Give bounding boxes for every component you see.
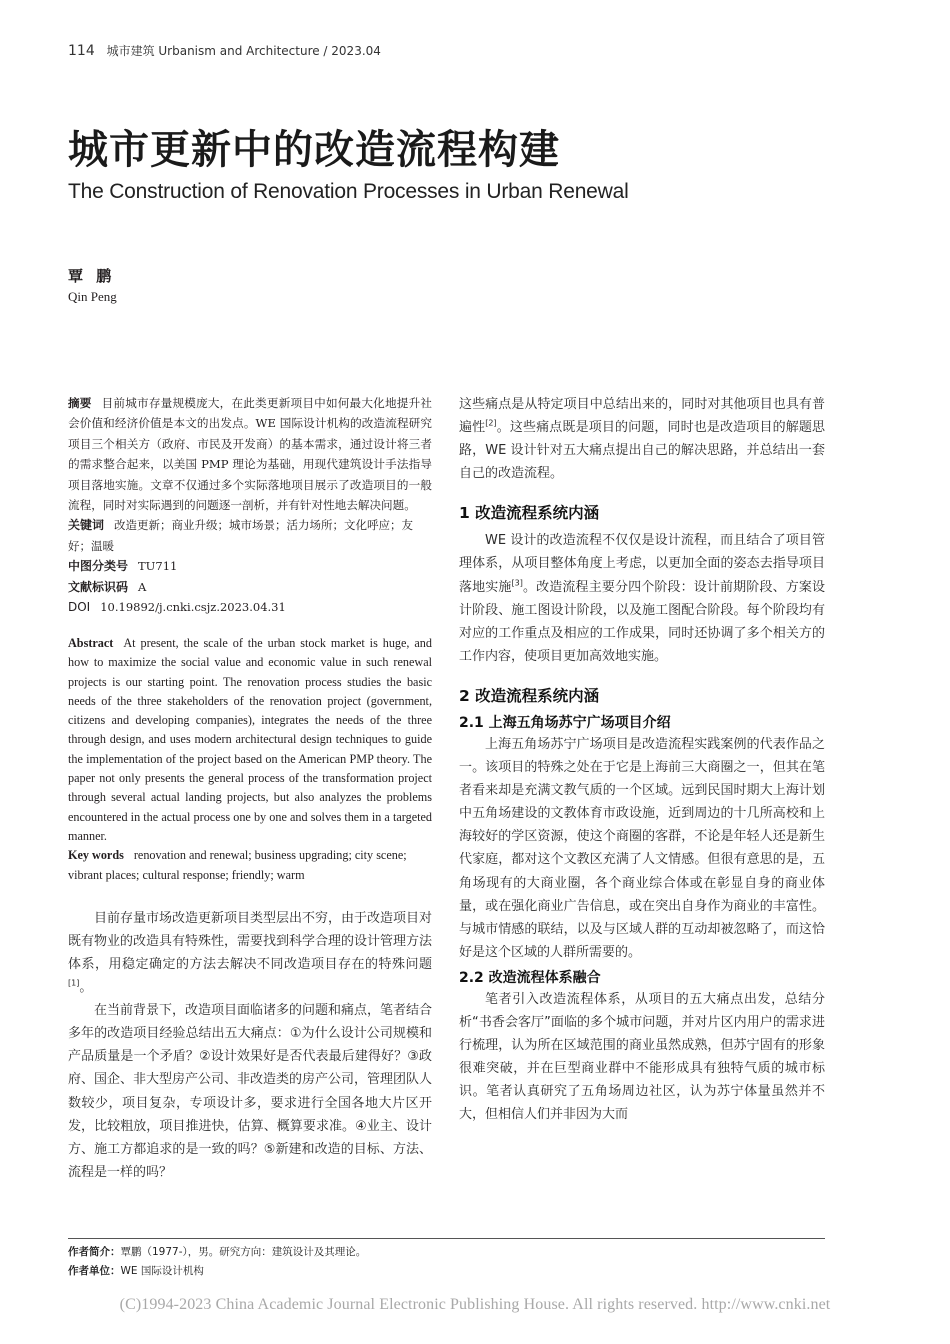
author-unit-label: 作者单位：	[68, 1265, 121, 1277]
paragraph-text: 这些痛点是从特定项目中总结出来的，同时对其他项目也具有普遍性	[459, 397, 825, 436]
keywords-cn-label: 关键词	[68, 518, 105, 533]
subsection-heading: 2.1 上海五角场苏宁广场项目介绍	[459, 714, 671, 731]
paragraph	[68, 907, 432, 999]
clc-label: 中图分类号	[68, 559, 129, 574]
page-number: 114	[68, 43, 95, 59]
section-heading: 1 改造流程系统内涵	[459, 504, 600, 523]
paragraph-text: 在当前背景下，改造项目面临诸多的问题和痛点，笔者结合多年的改造项目经验总结出五大痛点：①为什么设计公司规模和产品质量是一个矛盾？②设计效果好是否代表最后建得好？③政府、国企、非大型房产公司、非改造类的房产公司，管理团队人数较少，项目复杂，专项设计多，要求进行全国各地大片区开发，比较粗放，项目推进快，估算、概算要求准。④业主、设计方、施工方都追求的是一致的吗？⑤新建和改造的目标、方法、流程是一样的吗？	[68, 1003, 433, 1180]
clc-value: TU711	[138, 559, 178, 574]
footnote-divider	[68, 1238, 825, 1239]
left-column	[68, 393, 432, 1184]
paragraph-text: 目前存量市场改造更新项目类型层出不穷，由于改造项目对既有物业的改造具有特殊性，需要找到科学合理的设计管理方法体系，用稳定确定的方法去解决不同改造项目存在的特殊问题	[68, 910, 433, 972]
paragraph	[459, 988, 825, 1127]
right-column	[459, 393, 825, 1126]
section-heading: 2 改造流程系统内涵	[459, 686, 600, 705]
running-header	[68, 42, 381, 59]
paragraph	[459, 393, 825, 485]
document-code	[68, 577, 432, 598]
paragraph	[459, 529, 825, 668]
paragraph-text: 。	[79, 980, 93, 996]
abstract-en-text: At present, the scale of the urban stock market is huge, and how to maximize the social value and economic value in such renewal projects is our starting point. The renovation process studies the basic needs of the three stakeholders of the renovation project (government, citizens and developing companies), integrates the needs of the three through design, and uses modern architectural design techniques to guide the implementation of the project based on the American PMP theory. The paper not only presents the general process of the transformation project through several actual landing projects, but also analyzes the problems encountered in the actual process one by one and solves them in a targeted manner.	[68, 635, 432, 843]
abstract-en	[68, 634, 432, 846]
abstract-en-label: Abstract	[68, 635, 114, 650]
keywords-cn-text: 改造更新；商业升级；城市场景；活力场所；文化呼应；友好；温暖	[68, 518, 414, 553]
clc-number	[68, 556, 432, 577]
article-title-cn: 城市更新中的改造流程构建	[68, 127, 560, 173]
abstract-cn-text: 目前城市存量规模庞大，在此类更新项目中如何最大化地提升社会价值和经济价值是本文的出发点。WE 国际设计机构的改造流程研究项目三个相关方（政府、市民及开发商）的基本需求，通过设计将三者的需求整合起来，以美国 PMP 理论为基础，用现代建筑设计手法指导项目落地实施。文章不仅通过多个实际落地项目展示了改造项目的一般流程，同时对实际遇到的问题逐一剖析，并有针对性地去解决问题。	[68, 396, 432, 513]
left-body-text	[68, 907, 432, 1184]
author-name-cn: 覃 鹏	[68, 267, 116, 285]
author-bio-footnote	[68, 1244, 366, 1259]
journal-name: 城市建筑 Urbanism and Architecture / 2023.04	[106, 44, 381, 58]
paragraph-text: 上海五角场苏宁广场项目是改造流程实践案例的代表作品之一。该项目的特殊之处在于它是上海前三大商圈之一，但其在笔者看来却是充满文教气质的一个区域。远到民国时期大上海计划中五角场建设的文教体育市政设施，近到周边的十几所高校和上海较好的学区资源，使这个商圈的客群，不论是年轻人还是新生代家庭，都对这个文教区充满了人文情感。但很有意思的是，五角场现有的大商业圈，各个商业综合体或在彰显自身的商业体量，或在强化商业广告信息，或在突出自身作为商业的丰富性。与城市情感的联结，以及与区域人群的互动却被忽略了，而这恰好是这个区域的人群所需要的。	[459, 736, 825, 960]
author-bio-label: 作者简介：	[68, 1246, 121, 1258]
paragraph-text: 。改造流程主要分四个阶段：设计前期阶段、方案设计阶段、施工图设计阶段，以及施工图配合阶段。每个阶段均有对应的工作重点及相应的工作成果，同时还协调了多个相关方的工作内容，使项目更加高效地实施。	[459, 579, 825, 664]
paragraph-text: 。这些痛点既是项目的问题，同时也是改造项目的解题思路，WE 设计针对五大痛点提出自己的解决思路，并总结出一套自己的改造流程。	[459, 420, 825, 482]
paragraph	[459, 733, 825, 964]
paragraph-text: 笔者引入改造流程体系，从项目的五大痛点出发，总结分析“书香会客厅”面临的多个城市问题，并对片区内用户的需求进行梳理，认为所在区域范围的商业虽然成熟，但苏宁固有的形象很难突破，并在巨型商业群中不能形成具有独特气质的城市标识。笔者认真研究了五角场周边社区，认为苏宁体量虽然并不大，但相信人们并非因为大而	[459, 991, 825, 1123]
abstract-cn	[68, 393, 432, 515]
keywords-en	[68, 846, 432, 885]
author-unit-footnote	[68, 1263, 204, 1278]
citation-ref: [2]	[485, 418, 497, 428]
subsection-heading: 2.2 改造流程体系融合	[459, 969, 601, 986]
keywords-en-label: Key words	[68, 848, 124, 863]
paragraph-text: WE 设计的改造流程不仅仅是设计流程，而且结合了项目管理体系，从项目整体角度上考虑，以更加全面的姿态去指导项目落地实施	[459, 533, 825, 595]
keywords-en-text: renovation and renewal; business upgrading; city scene; vibrant places; cultural response; friendly; warm	[68, 848, 407, 882]
author-unit-text: WE 国际设计机构	[120, 1265, 204, 1277]
doi	[68, 597, 432, 618]
citation-ref: [1]	[68, 978, 80, 988]
doi-value: 10.19892/j.cnki.csjz.2023.04.31	[100, 600, 286, 615]
paragraph	[68, 999, 432, 1184]
doi-label: DOI	[68, 600, 91, 615]
citation-ref: [3]	[511, 578, 523, 588]
abstract-cn-label: 摘要	[68, 396, 92, 410]
author-name-en: Qin Peng	[68, 289, 117, 304]
copyright-watermark: (C)1994-2023 China Academic Journal Electronic Publishing House. All rights reserved. http://www.cnki.net	[119, 1296, 831, 1313]
article-title-en: The Construction of Renovation Processes in Urban Renewal	[68, 180, 629, 203]
keywords-cn	[68, 515, 432, 556]
author-bio-text: 覃鹏（1977-），男。研究方向：建筑设计及其理论。	[120, 1246, 367, 1258]
doc-code-value: A	[138, 579, 147, 594]
doc-code-label: 文献标识码	[68, 579, 129, 594]
